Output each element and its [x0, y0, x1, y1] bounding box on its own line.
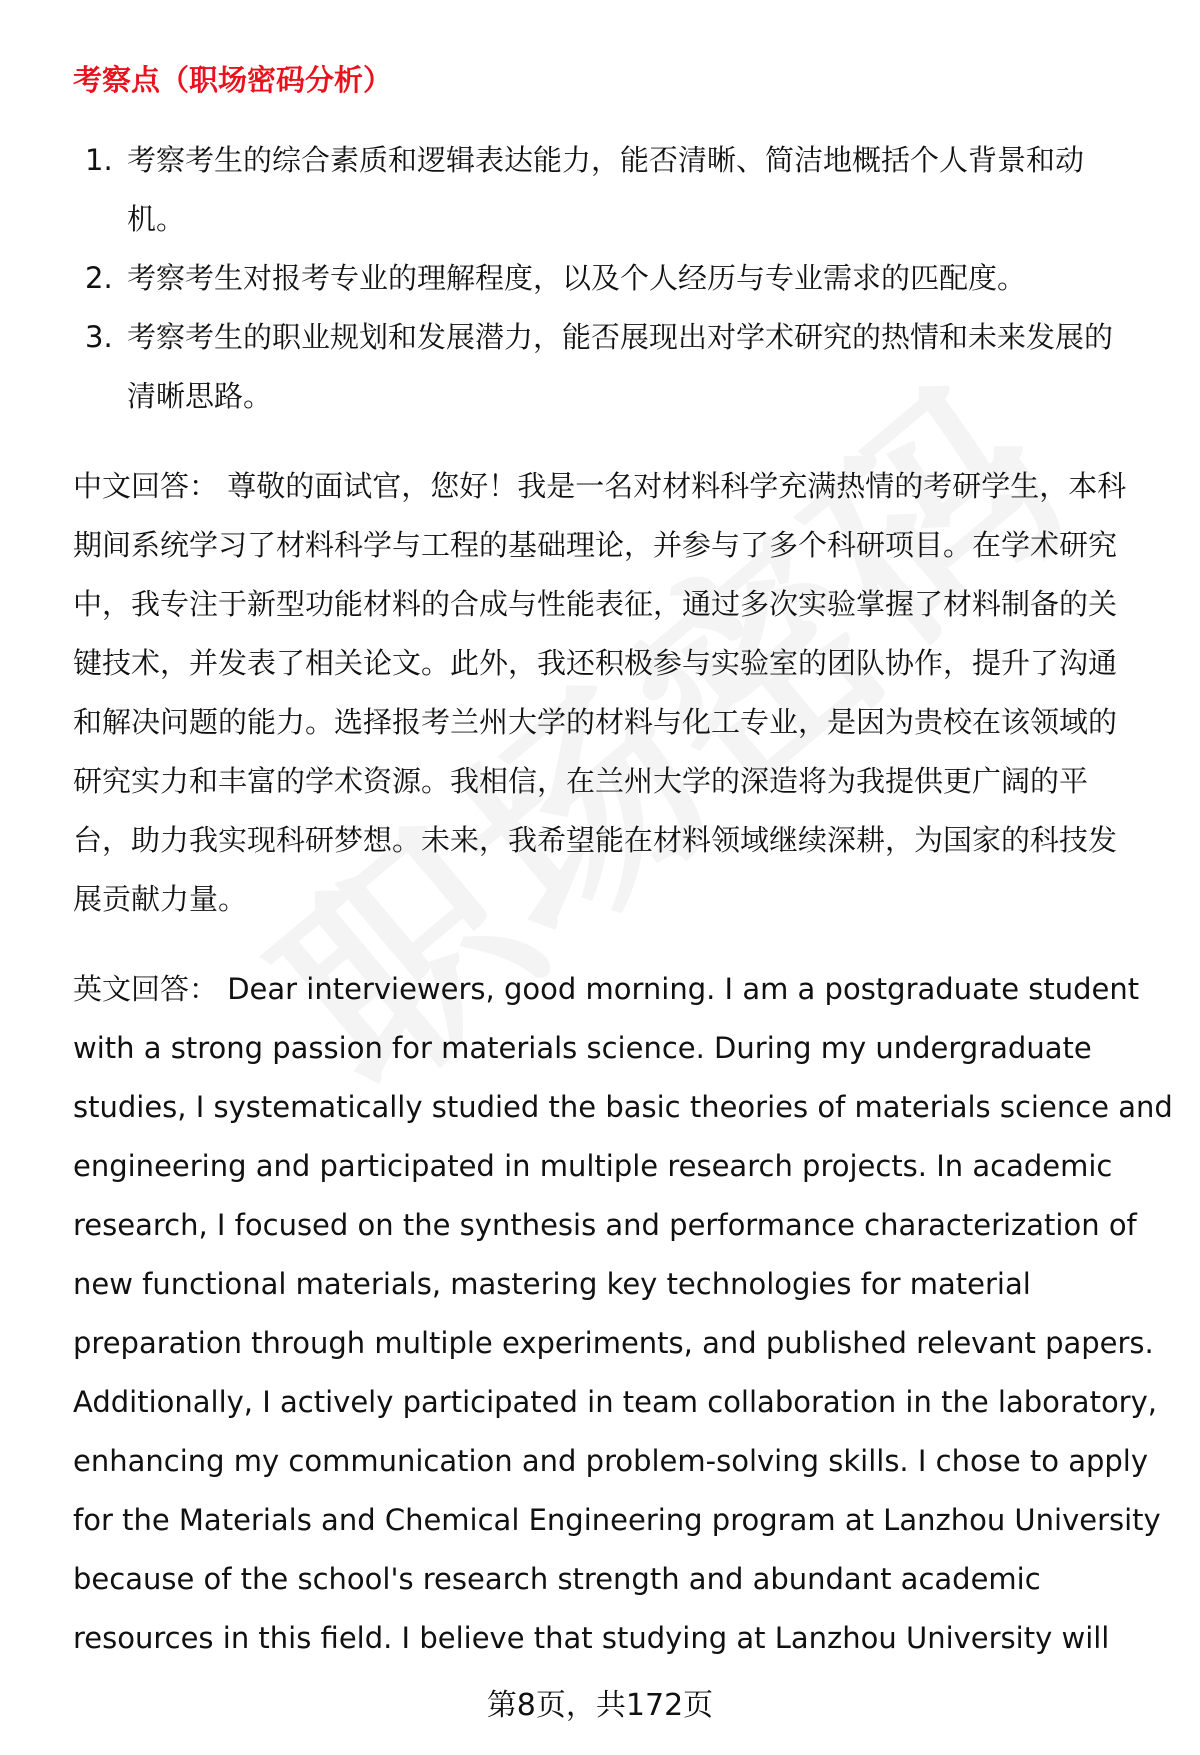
- list-item-line: 考察考生的职业规划和发展潜力，能否展现出对学术研究的热情和未来发展的: [127, 320, 1114, 354]
- english-answer-line: with a strong passion for materials science. During my undergraduate: [73, 1031, 1092, 1065]
- english-answer-line: enhancing my communication and problem-solving skills. I chose to apply: [73, 1444, 1149, 1478]
- list-item-line: 考察考生的综合素质和逻辑表达能力，能否清晰、简洁地概括个人背景和动: [127, 143, 1085, 177]
- chinese-answer-line: 台，助力我实现科研梦想。未来，我希望能在材料领域继续深耕，为国家的科技发: [73, 823, 1118, 857]
- english-answer-line: resources in this field. I believe that studying at Lanzhou University will: [73, 1621, 1110, 1655]
- page-number: 第8页，共172页: [486, 1688, 714, 1723]
- english-answer-line: because of the school's research strength and abundant academic: [73, 1562, 1041, 1596]
- chinese-answer-line: 中，我专注于新型功能材料的合成与性能表征，通过多次实验掌握了材料制备的关: [73, 587, 1118, 621]
- chinese-answer-line: 和解决问题的能力。选择报考兰州大学的材料与化工专业，是因为贵校在该领域的: [73, 705, 1118, 739]
- section-title: 考察点（职场密码分析）: [73, 63, 393, 97]
- english-answer-line: research, I focused on the synthesis and performance characterization of: [73, 1208, 1137, 1242]
- chinese-answer-line: 展贡献力量。: [73, 882, 248, 916]
- list-item-line: 考察考生对报考专业的理解程度，以及个人经历与专业需求的匹配度。: [127, 261, 1027, 295]
- list-number: 3.: [85, 320, 113, 354]
- list-item-line: 机。: [127, 202, 186, 236]
- chinese-answer-line: 研究实力和丰富的学术资源。我相信，在兰州大学的深造将为我提供更广阔的平: [73, 764, 1089, 798]
- english-answer-line: preparation through multiple experiments, and published relevant papers.: [73, 1326, 1154, 1360]
- chinese-answer-line: 中文回答： 尊敬的面试官，您好！我是一名对材料科学充满热情的考研学生，本科: [73, 469, 1127, 503]
- english-answer-line: studies, I systematically studied the basic theories of materials science and: [73, 1090, 1173, 1124]
- english-answer-line: Additionally, I actively participated in team collaboration in the laboratory,: [73, 1385, 1157, 1419]
- english-answer-line: 英文回答： Dear interviewers, good morning. I am a postgraduate student: [73, 972, 1140, 1006]
- chinese-answer-line: 期间系统学习了材料科学与工程的基础理论，并参与了多个科研项目。在学术研究: [73, 528, 1118, 562]
- chinese-answer-line: 键技术，并发表了相关论文。此外，我还积极参与实验室的团队协作，提升了沟通: [73, 646, 1118, 680]
- list-item-line: 清晰思路。: [127, 379, 273, 413]
- list-number: 2.: [85, 261, 113, 295]
- list-number: 1.: [85, 143, 113, 177]
- english-answer-line: engineering and participated in multiple research projects. In academic: [73, 1149, 1113, 1183]
- english-answer-line: new functional materials, mastering key technologies for material: [73, 1267, 1031, 1301]
- english-answer-line: for the Materials and Chemical Engineering program at Lanzhou University: [73, 1503, 1161, 1537]
